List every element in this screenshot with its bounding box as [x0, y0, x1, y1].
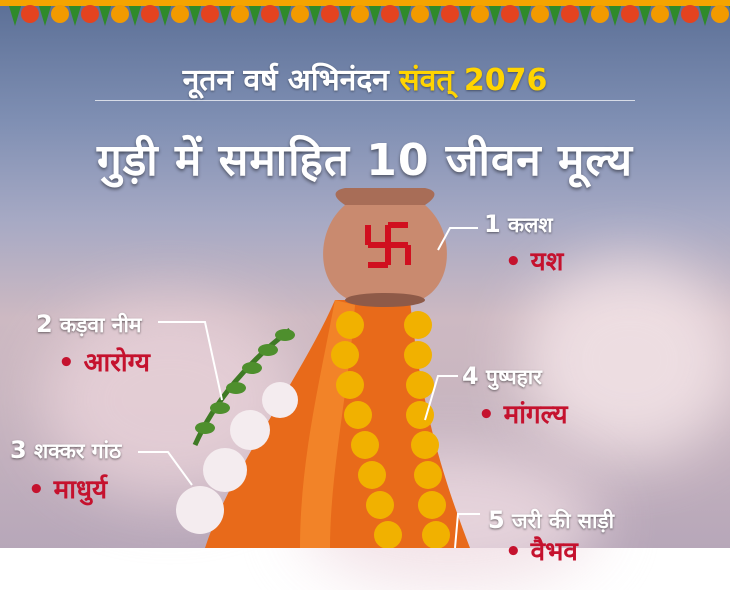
item-label — [484, 210, 553, 239]
subtitle-text: नूतन वर्ष अभिनंदन — [182, 63, 389, 98]
item-name: कड़वा नीम — [60, 313, 142, 337]
item-value: • आरोग्य — [58, 343, 150, 379]
item-value: • वैभव — [505, 532, 578, 568]
item-label — [488, 506, 614, 535]
item-value: • यश — [505, 242, 563, 278]
leader-line-3 — [138, 452, 192, 485]
item-number: 1 — [484, 210, 501, 238]
item-name: पुष्पहार — [486, 365, 542, 389]
item-label — [462, 362, 542, 391]
leader-line-2 — [158, 322, 222, 400]
page-title: गुड़ी में समाहित 10 जीवन मूल्य — [96, 135, 633, 186]
item-number: 5 — [488, 506, 505, 534]
item-name: कलश — [508, 213, 553, 237]
item-name: शक्कर गांठ — [34, 439, 122, 463]
item-number: 3 — [10, 436, 27, 464]
item-name: जरी की साड़ी — [512, 509, 615, 533]
item-value: • मांगल्य — [478, 395, 568, 431]
item-label — [10, 436, 121, 465]
item-label — [36, 310, 141, 339]
item-value: • माधुर्य — [28, 470, 107, 506]
item-number: 2 — [36, 310, 53, 338]
subtitle-year: संवत् 2076 — [399, 63, 548, 98]
item-number: 4 — [462, 362, 479, 390]
